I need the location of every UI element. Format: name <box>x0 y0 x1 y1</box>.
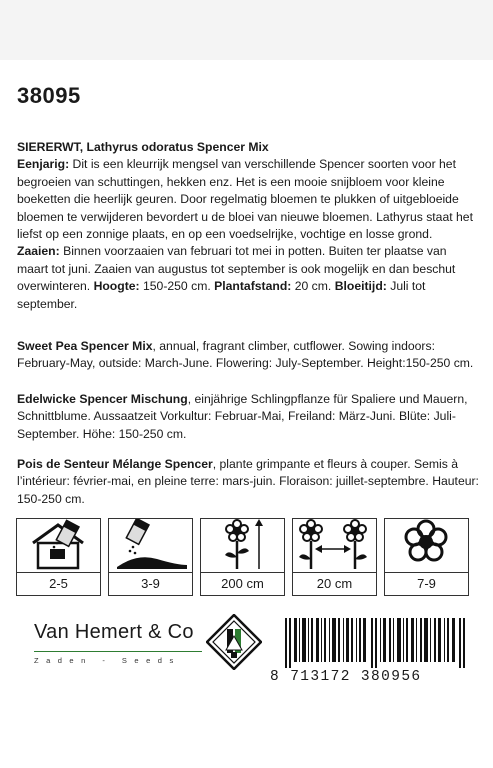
french-text: , plante grimpante et fleurs à couper. Semis à l’intérieur: février-mai, en pleine terre: mars-juin. Floraison: juillet-septembre. Hauteur: 150-250 cm. <box>17 457 479 506</box>
plant-spacing-box <box>292 518 377 596</box>
sow-outdoors-icon <box>109 519 192 571</box>
plant-height-box <box>200 518 285 596</box>
sow-indoors-months: 2-5 <box>17 572 100 595</box>
brand-logo-icon <box>206 614 262 670</box>
plantafstand-label: Plantafstand: <box>214 279 292 294</box>
plant-spacing-value: 20 cm <box>293 572 376 595</box>
flowering-icon <box>385 519 468 571</box>
plant-spacing-icon <box>293 519 376 571</box>
zaaien-text: Binnen voorzaaien van februari tot mei in potten. Buiten ter plaatse van maart tot juni. Zaaien van augustus tot september is ook mogelijk en dan beschut overwinteren. <box>17 244 456 294</box>
barcode-graphic <box>285 618 465 668</box>
french-description <box>17 456 479 508</box>
header-band <box>0 0 493 60</box>
barcode-number: 8 713172 380956 <box>270 669 422 685</box>
cultivation-icons <box>16 518 469 596</box>
brand-name: Van Hemert & Co <box>34 621 194 643</box>
flowering-box <box>384 518 469 596</box>
dutch-title: SIERERWT, Lathyrus odoratus Spencer Mix <box>17 140 269 154</box>
zaaien-label: Zaaien: <box>17 244 60 259</box>
dutch-description <box>17 139 479 313</box>
plantafstand-text: 20 cm. <box>294 279 332 294</box>
eenjarig-label: Eenjarig: <box>17 157 70 172</box>
hoogte-label: Hoogte: <box>93 279 140 294</box>
sow-indoors-box <box>16 518 101 596</box>
brand-subtitle: Zaden - Seeds <box>34 656 181 665</box>
bloeitijd-label: Bloeitijd: <box>334 279 387 294</box>
sow-outdoors-box <box>108 518 193 596</box>
german-description <box>17 391 479 443</box>
german-text: , einjährige Schlingpflanze für Spaliere und Mauern, Schnittblume. Aussaatzeit Vorkultur: Februar-Mai, Freiland: März-Juni. Blüte: Juli-September. Höhe: 150-250 cm. <box>17 392 468 441</box>
bloeitijd-text: Juli tot september. <box>17 279 426 311</box>
article-number: 38095 <box>17 83 81 108</box>
brand-underline <box>34 651 202 652</box>
flowering-months: 7-9 <box>385 572 468 595</box>
french-name: Pois de Senteur Mélange Spencer <box>17 457 213 471</box>
hoogte-text: 150-250 cm. <box>142 279 211 294</box>
german-name: Edelwicke Spencer Mischung <box>17 392 188 406</box>
plant-height-value: 200 cm <box>201 572 284 595</box>
plant-height-icon <box>201 519 284 571</box>
english-text: , annual, fragrant climber, cutflower. Sowing indoors: February-May, outside: March-June. Flowering: July-September. Height:150-250 cm. <box>17 339 474 371</box>
sow-outdoors-months: 3-9 <box>109 572 192 595</box>
english-description <box>17 338 479 373</box>
sow-indoors-icon <box>17 519 100 571</box>
eenjarig-text: Dit is een kleurrijk mengsel van verschillende Spencer soorten voor het begroeien van schuttingen, hekken enz. Het is een mooie snijbloem voor kleine boeketten die heerlijk geuren. Door regelmatig bloemen te plukken of uitgebloeide bloemen te verwijderen bevordert u de bloei van nieuwe bloemen. Lathyrus staat het liefst op een zonnige plaats, en op een voedselrijke, vochtige en losse grond. <box>17 157 473 242</box>
english-name: Sweet Pea Spencer Mix <box>17 339 153 353</box>
